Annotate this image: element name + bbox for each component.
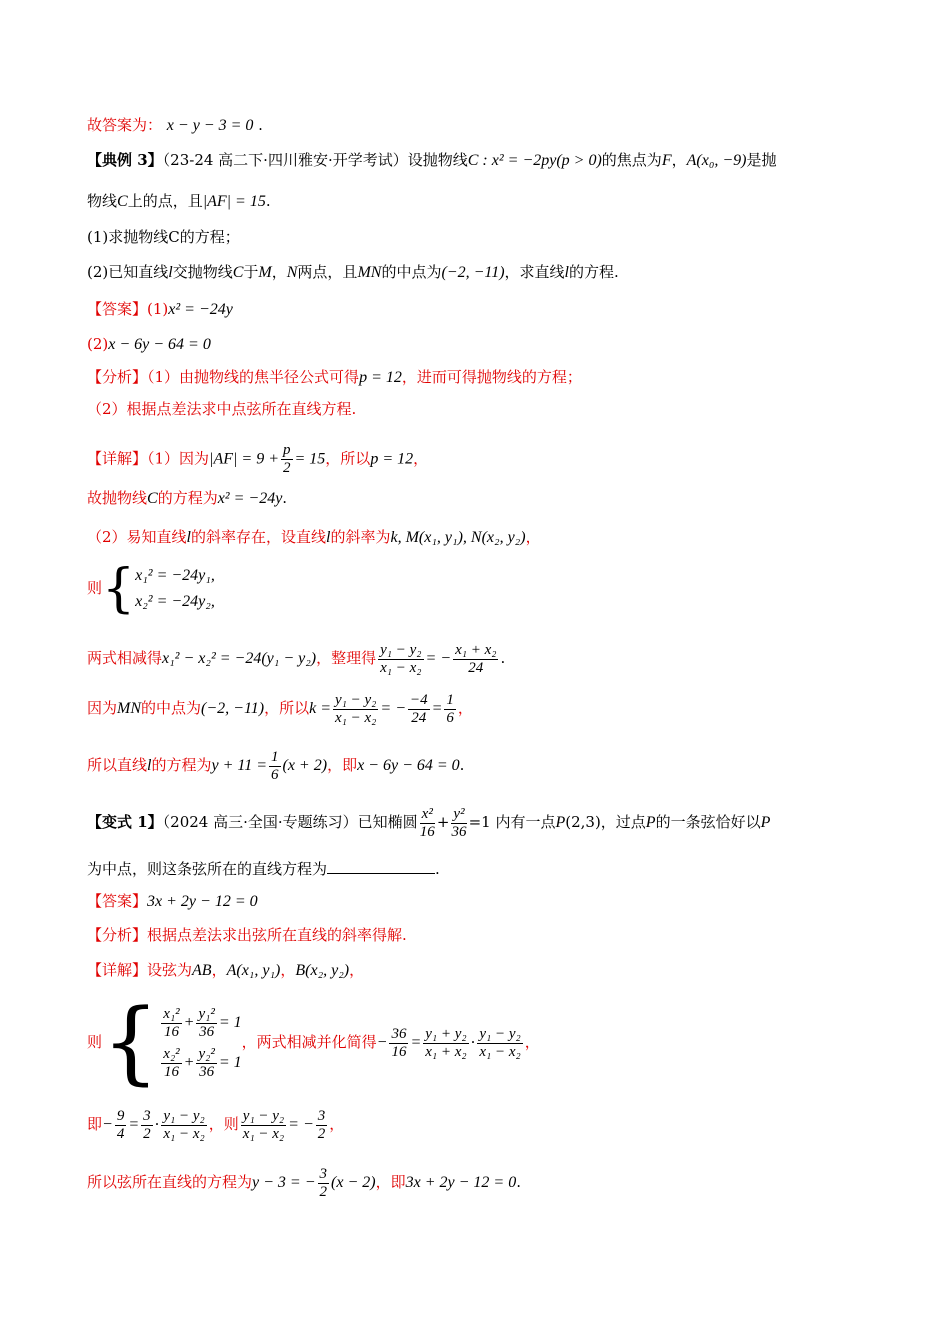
detail-text: 所以弦所在直线的方程为 bbox=[87, 1173, 253, 1191]
detail-text: ， bbox=[457, 699, 473, 717]
detail-math: = − bbox=[288, 1116, 314, 1133]
variant1-stem-text: (2,3)，过点 bbox=[565, 813, 646, 831]
example3-stem-math: A(x₀, −9) bbox=[686, 152, 747, 169]
variant1-stem-line2 bbox=[87, 858, 440, 880]
detail-text: ， bbox=[280, 961, 296, 979]
detail-text: ，整理得 bbox=[316, 649, 377, 667]
fraction: $\frac{\text{y²}}{36}$ bbox=[451, 805, 467, 840]
left-brace: { bbox=[102, 559, 136, 619]
detail-math: y − 3 = − bbox=[252, 1174, 316, 1191]
example3-stem-text: 的焦点为 bbox=[601, 151, 662, 169]
detail-text: 则 bbox=[87, 579, 103, 597]
variant1-answer bbox=[87, 890, 258, 913]
variant1-detail1 bbox=[87, 959, 364, 982]
q2-text: 的中点为 bbox=[381, 263, 442, 281]
detail-label: 【详解】 bbox=[87, 961, 148, 979]
detail-text: 所以直线 bbox=[87, 756, 148, 774]
detail-math: l bbox=[147, 757, 152, 774]
previous-answer-math: x − y − 3 = 0 bbox=[166, 117, 254, 134]
answer-blank bbox=[327, 859, 435, 874]
q2-math: (−2, −11) bbox=[441, 264, 505, 281]
plus-sign: + bbox=[436, 813, 450, 831]
detail-text: . bbox=[500, 649, 506, 667]
detail-text: ，所以 bbox=[325, 449, 371, 468]
fraction: $\frac{3}{2}$ bbox=[143, 1107, 151, 1142]
detail-text: 的斜率为 bbox=[330, 528, 391, 546]
fraction: $\frac{1}{6}$ bbox=[271, 748, 279, 783]
detail-math: 3x + 2y − 12 = 0 bbox=[405, 1174, 517, 1191]
variant1-stem-text: . bbox=[435, 860, 440, 878]
q2-text: 于 bbox=[243, 263, 259, 281]
detail-math: (−2, −11) bbox=[201, 700, 265, 717]
q2-text: (2)已知直线 bbox=[87, 263, 169, 281]
detail-math: l bbox=[186, 529, 191, 546]
detail-label: 【详解】 bbox=[87, 449, 148, 468]
answer-math: x² = −24y bbox=[168, 301, 233, 318]
detail-text: 的方程为 bbox=[151, 756, 212, 774]
detail-math: − bbox=[102, 1116, 113, 1133]
example3-detail7 bbox=[87, 745, 464, 786]
detail-math: (x − 2) bbox=[331, 1174, 376, 1191]
detail-text: . bbox=[282, 489, 288, 507]
q2-text: ， bbox=[271, 263, 287, 281]
variant1-stem-math: P bbox=[555, 814, 566, 831]
detail-math: − bbox=[376, 1034, 388, 1051]
detail-text: （1）因为 bbox=[147, 449, 210, 468]
detail-text: ，则 bbox=[208, 1115, 239, 1133]
example3-stem-text: 设抛物线 bbox=[407, 151, 468, 169]
detail-text: 的斜率存在，设直线 bbox=[191, 528, 327, 546]
example3-title: 【典例 3】 bbox=[87, 151, 163, 169]
q2-text: ，求直线 bbox=[504, 263, 565, 281]
answer-math: 3x + 2y − 12 = 0 bbox=[147, 893, 258, 910]
previous-answer-label: 故答案为： bbox=[87, 116, 163, 134]
detail-text: ，即 bbox=[375, 1173, 406, 1191]
variant1-analysis bbox=[87, 924, 407, 946]
previous-answer-line: 故答案为： x − y − 3 = 0 . bbox=[87, 116, 263, 134]
fraction: $\frac{3}{2}$ bbox=[317, 1107, 326, 1142]
example3-detail1 bbox=[87, 442, 428, 477]
fraction: $\frac{\text{y₁ − y₂}}{\text{x₁ − x₂}}$ bbox=[479, 1025, 521, 1060]
detail-text: ， bbox=[524, 1033, 540, 1051]
analysis-text: ，进而可得抛物线的方程； bbox=[401, 368, 582, 386]
example3-stem-math: F bbox=[661, 152, 672, 169]
example3-stem-text: 是抛 bbox=[746, 151, 777, 169]
q2-math: C bbox=[232, 264, 244, 281]
detail-text: 因为 bbox=[87, 699, 118, 717]
detail-math: = bbox=[410, 1034, 422, 1051]
example3-stem-math: C : x² = −2py(p > 0) bbox=[467, 152, 602, 169]
variant1-detail4 bbox=[87, 1162, 521, 1203]
example3-question1: (1)求抛物线C的方程； bbox=[87, 228, 240, 246]
answer-label: 【答案】 bbox=[87, 892, 148, 910]
detail-text: 的方程为 bbox=[157, 489, 218, 507]
detail-text: 则 bbox=[87, 1033, 103, 1051]
variant1-stem-math: P bbox=[760, 814, 771, 831]
detail-text: 两式相减得 bbox=[87, 649, 163, 667]
detail-math: k, M(x₁, y₁), N(x₂, y₂) bbox=[390, 529, 526, 546]
example3-stem-line1 bbox=[87, 149, 777, 172]
analysis-math: p = 12 bbox=[359, 369, 402, 386]
variant1-stem-text: 的一条弦恰好以 bbox=[655, 813, 761, 831]
left-brace: { bbox=[102, 990, 160, 1095]
answer-prefix: (1) bbox=[147, 300, 169, 318]
example3-stem-text: 物线 bbox=[87, 192, 118, 210]
variant1-stem-line1 bbox=[87, 802, 770, 843]
example3-stem-text: 上的点，且 bbox=[127, 192, 203, 210]
q2-math: l bbox=[168, 264, 173, 281]
fraction: $\frac{\text{y₁ + y₂}}{\text{x₁ + x₂}}$ bbox=[425, 1025, 467, 1060]
detail-math: x² = −24y bbox=[217, 490, 283, 507]
fraction: $\frac{\text{y₁ − y₂}}{\text{x₁ − x₂}}$ bbox=[163, 1107, 205, 1142]
variant1-detail3 bbox=[87, 1104, 344, 1145]
detail-math: x₁² − x₂² = −24(y₁ − y₂) bbox=[162, 650, 317, 667]
example3-analysis2: （2）根据点差法求中点弦所在直线方程. bbox=[87, 400, 357, 418]
fraction: $\frac{\text{y₁ − y₂}}{\text{x₁ − x₂}}$ bbox=[242, 1107, 285, 1142]
detail-math: |AF| = 9 + bbox=[209, 450, 279, 468]
equation-system: x₁² = −24y₁, x₂² = −24y₂, bbox=[135, 567, 215, 610]
example3-source: （23-24 高二下·四川雅安·开学考试） bbox=[162, 151, 408, 169]
q2-math: M bbox=[258, 264, 272, 281]
fraction: $\frac{3}{2}$ bbox=[319, 1165, 328, 1200]
detail-text: . bbox=[459, 756, 465, 774]
detail-math: = − bbox=[380, 700, 406, 717]
example3-detail6 bbox=[87, 688, 473, 729]
fraction: $\frac{\text{y₁ − y₂}}{\text{x₁ − x₂}}$ bbox=[380, 641, 422, 676]
variant1-title: 【变式 1】 bbox=[87, 813, 163, 831]
example3-answer2 bbox=[87, 333, 211, 356]
detail-text: ， bbox=[211, 961, 227, 979]
detail-math: = 15 bbox=[294, 450, 326, 468]
detail-math: AB bbox=[192, 962, 212, 979]
q2-math: l bbox=[564, 264, 569, 281]
example3-detail3 bbox=[87, 526, 541, 549]
detail-text: （2）易知直线 bbox=[87, 528, 187, 546]
example3-stem-text: . bbox=[265, 192, 271, 210]
q2-text: 交抛物线 bbox=[172, 263, 233, 281]
equation-system: $\frac{\text{x₁²}}{16}$ + $\frac{\text{y₁²}}{36}$ = 1 $\frac{\text{x₂²}}{16}$ + $\frac{\text{y₂²}}{36}$ = 1 bbox=[163, 1005, 242, 1080]
variant1-stem-text: =1 内有一点 bbox=[468, 813, 556, 831]
q2-math: N bbox=[286, 264, 298, 281]
detail-text: ，两式相减并化简得 bbox=[241, 1033, 377, 1051]
analysis-label: 【分析】 bbox=[87, 926, 148, 944]
detail-text: ， bbox=[413, 449, 429, 468]
variant1-detail2 bbox=[87, 990, 540, 1095]
detail-text: 设弦为 bbox=[147, 961, 193, 979]
detail-text: 的中点为 bbox=[141, 699, 202, 717]
example3-stem-math: |AF| = 15 bbox=[202, 193, 266, 210]
variant1-source: （2024 高三·全国·专题练习） bbox=[162, 813, 358, 831]
fraction: $\frac{\text{x₁ + x₂}}{24}$ bbox=[455, 641, 497, 676]
answer-prefix: (2) bbox=[87, 335, 109, 353]
variant1-stem-text: 已知椭圆 bbox=[357, 813, 418, 831]
fraction: $\frac{\text{x²}}{16}$ bbox=[419, 805, 435, 840]
detail-math: A(x₁, y₁) bbox=[226, 962, 281, 979]
example3-detail4 bbox=[87, 559, 215, 619]
detail-math: y + 11 = bbox=[211, 757, 267, 774]
detail-text: ， bbox=[349, 961, 365, 979]
example3-stem-math: C bbox=[117, 193, 128, 210]
analysis-label: 【分析】 bbox=[87, 368, 148, 386]
detail-math: B(x₂, y₂) bbox=[295, 962, 350, 979]
q2-math: MN bbox=[357, 264, 382, 281]
fraction: $\frac{9}{4}$ bbox=[116, 1107, 125, 1142]
variant1-stem-text: 为中点，则这条弦所在的直线方程为 bbox=[87, 860, 328, 878]
detail-math: x − 6y − 64 = 0 bbox=[357, 757, 460, 774]
example3-detail2 bbox=[87, 487, 287, 510]
example3-stem-text: ， bbox=[671, 151, 687, 169]
q2-text: 两点，且 bbox=[297, 263, 358, 281]
example3-question2 bbox=[87, 261, 619, 284]
fraction: $\frac{\text{y₁ − y₂}}{\text{x₁ − x₂}}$ bbox=[335, 691, 377, 726]
detail-text: ， bbox=[525, 528, 541, 546]
detail-math: = bbox=[128, 1116, 140, 1133]
dot-operator: · bbox=[154, 1115, 160, 1133]
detail-text: ，即 bbox=[327, 756, 358, 774]
fraction: $\frac{1}{6}$ bbox=[446, 691, 454, 726]
detail-math: C bbox=[147, 490, 158, 507]
detail-math: = − bbox=[425, 650, 452, 667]
detail-math: = bbox=[431, 700, 443, 717]
detail-math: MN bbox=[117, 700, 142, 717]
fraction: $\frac{p}{2}$ bbox=[283, 442, 291, 476]
example3-stem-line2 bbox=[87, 190, 271, 213]
example3-analysis1 bbox=[87, 366, 582, 389]
fraction: $\frac{-4}{24}$ bbox=[409, 691, 428, 726]
variant1-stem-math: P bbox=[645, 814, 656, 831]
q2-text: 的方程. bbox=[568, 263, 619, 281]
detail-text: ，所以 bbox=[264, 699, 310, 717]
detail-text: 故抛物线 bbox=[87, 489, 148, 507]
detail-math: k = bbox=[309, 700, 332, 717]
answer-math: x − 6y − 64 = 0 bbox=[108, 336, 211, 353]
detail-text: . bbox=[516, 1173, 521, 1191]
fraction: $\frac{36}{16}$ bbox=[391, 1025, 407, 1060]
example3-detail5 bbox=[87, 638, 505, 679]
detail-text: 即 bbox=[87, 1115, 103, 1133]
detail-math: p = 12 bbox=[370, 450, 414, 468]
example3-answer1 bbox=[87, 298, 233, 321]
answer-label: 【答案】 bbox=[87, 300, 148, 318]
detail-math: (x + 2) bbox=[282, 757, 328, 774]
detail-math: l bbox=[326, 529, 331, 546]
detail-text: ， bbox=[329, 1115, 345, 1133]
analysis-text: （1）由抛物线的焦半径公式可得 bbox=[147, 368, 360, 386]
analysis-text: 根据点差法求出弦所在直线的斜率得解. bbox=[147, 926, 407, 944]
dot-operator: · bbox=[470, 1033, 476, 1051]
